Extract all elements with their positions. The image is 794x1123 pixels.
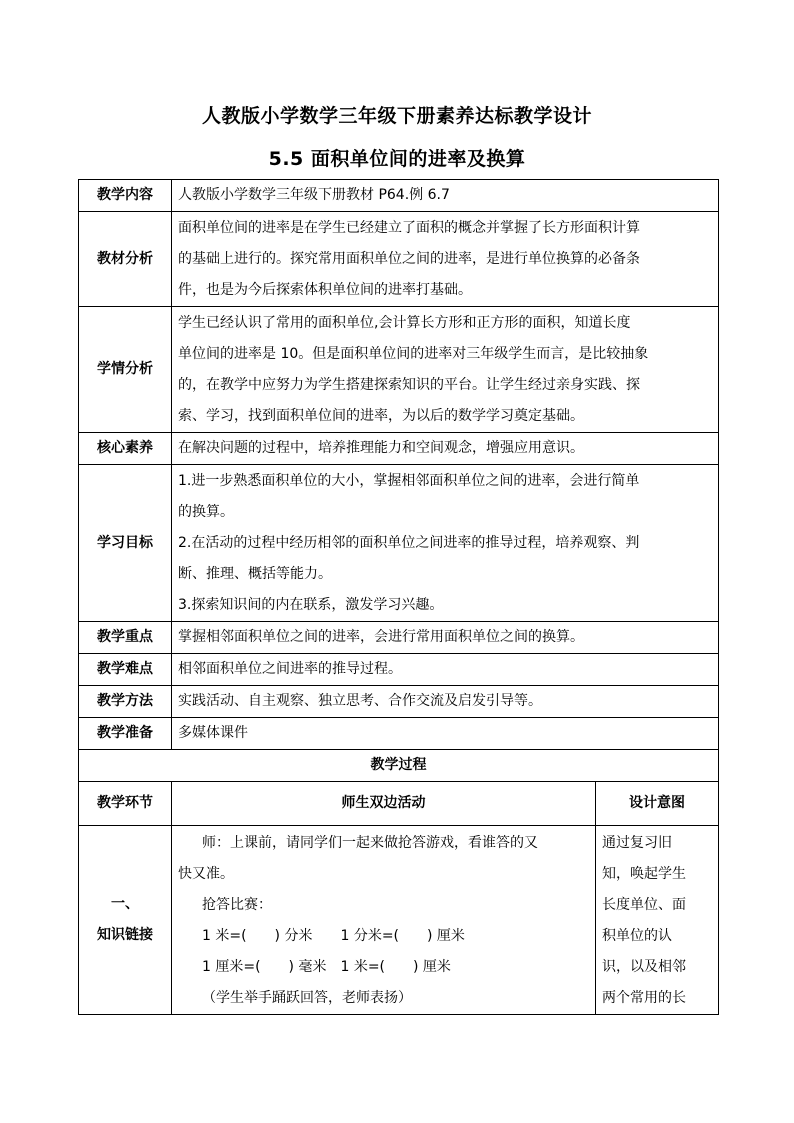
goal-line: 的换算。 xyxy=(178,503,234,520)
intent-line: 通过复习旧 xyxy=(602,835,672,851)
label-learner: 学情分析 xyxy=(79,307,172,433)
col-activity-header: 师生双边活动 xyxy=(172,782,596,826)
row-key xyxy=(79,622,719,654)
text-learner xyxy=(172,307,719,433)
lesson-plan-table xyxy=(78,179,719,1015)
row-stage1 xyxy=(79,826,719,1015)
goal-line: 断、推理、概括等能力。 xyxy=(178,565,332,582)
row-goals xyxy=(79,465,719,622)
col-intent-header: 设计意图 xyxy=(596,782,719,826)
process-heading: 教学过程 xyxy=(79,750,719,782)
activity-line: （学生举手踊跃回答，老师表扬） xyxy=(202,990,412,1006)
activity-line: 抢答比赛： xyxy=(202,897,272,913)
document-title: 人教版小学数学三年级下册素养达标教学设计 xyxy=(201,105,592,127)
text-goals xyxy=(172,465,719,622)
intent-line: 长度单位、面 xyxy=(602,897,686,913)
stage1-label xyxy=(79,826,172,1015)
row-literacy xyxy=(79,433,719,465)
row-content xyxy=(79,180,719,212)
goal-line: 1.进一步熟悉面积单位的大小，掌握相邻面积单位之间的进率，会进行简单 xyxy=(178,472,640,489)
learner-line: 索、学习，找到面积单位间的进率，为以后的数学学习奠定基础。 xyxy=(178,407,584,424)
activity-line: 1 厘米=( ) 毫米 1 米=( ) 厘米 xyxy=(202,959,451,975)
text-content: 人教版小学数学三年级下册教材 P64.例 6.7 xyxy=(172,180,719,212)
text-analysis xyxy=(172,212,719,307)
stage1-number: 一、 xyxy=(111,896,139,912)
row-learner xyxy=(79,307,719,433)
analysis-line: 的基础上进行的。探究常用面积单位之间的进率，是进行单位换算的必备条 xyxy=(178,250,640,267)
intent-line: 识，以及相邻 xyxy=(602,959,686,975)
label-difficult: 教学难点 xyxy=(79,654,172,686)
row-difficult xyxy=(79,654,719,686)
row-method xyxy=(79,686,719,718)
label-key: 教学重点 xyxy=(79,622,172,654)
analysis-line: 件，也是为今后探索体积单位间的进率打基础。 xyxy=(178,281,472,298)
analysis-line: 面积单位间的进率是在学生已经建立了面积的概念并掌握了长方形面积计算 xyxy=(178,219,640,236)
label-analysis: 教材分析 xyxy=(79,212,172,307)
stage1-name: 知识链接 xyxy=(97,927,153,943)
text-prep: 多媒体课件 xyxy=(172,718,719,750)
intent-line: 两个常用的长 xyxy=(602,990,686,1006)
label-prep: 教学准备 xyxy=(79,718,172,750)
activity-line: 快又准。 xyxy=(178,866,234,882)
intent-line: 积单位的认 xyxy=(602,928,672,944)
lesson-title: 5.5 面积单位间的进率及换算 xyxy=(268,148,526,170)
text-method: 实践活动、自主观察、独立思考、合作交流及启发引导等。 xyxy=(172,686,719,718)
row-process-heading xyxy=(79,750,719,782)
learner-line: 学生已经认识了常用的面积单位,会计算长方形和正方形的面积，知道长度 xyxy=(178,314,631,331)
col-stage-header: 教学环节 xyxy=(79,782,172,826)
text-literacy: 在解决问题的过程中，培养推理能力和空间观念，增强应用意识。 xyxy=(172,433,719,465)
label-goals: 学习目标 xyxy=(79,465,172,622)
stage1-activity xyxy=(172,826,596,1015)
text-key: 掌握相邻面积单位之间的进率，会进行常用面积单位之间的换算。 xyxy=(172,622,719,654)
label-literacy: 核心素养 xyxy=(79,433,172,465)
text-difficult: 相邻面积单位之间进率的推导过程。 xyxy=(172,654,719,686)
label-content: 教学内容 xyxy=(79,180,172,212)
learner-line: 的，在教学中应努力为学生搭建探索知识的平台。让学生经过亲身实践、探 xyxy=(178,376,640,393)
goal-line: 2.在活动的过程中经历相邻的面积单位之间进率的推导过程，培养观察、判 xyxy=(178,534,640,551)
label-method: 教学方法 xyxy=(79,686,172,718)
learner-line: 单位间的进率是 10。但是面积单位间的进率对三年级学生而言，是比较抽象 xyxy=(178,345,649,362)
stage1-intent xyxy=(596,826,719,1015)
row-analysis xyxy=(79,212,719,307)
intent-line: 知，唤起学生 xyxy=(602,866,686,882)
goal-line: 3.探索知识间的内在联系，激发学习兴趣。 xyxy=(178,596,444,613)
row-prep xyxy=(79,718,719,750)
activity-line: 1 米=( ) 分米 1 分米=( ) 厘米 xyxy=(202,928,465,944)
activity-line: 师：上课前，请同学们一起来做抢答游戏，看谁答的又 xyxy=(202,835,538,851)
row-process-header xyxy=(79,782,719,826)
